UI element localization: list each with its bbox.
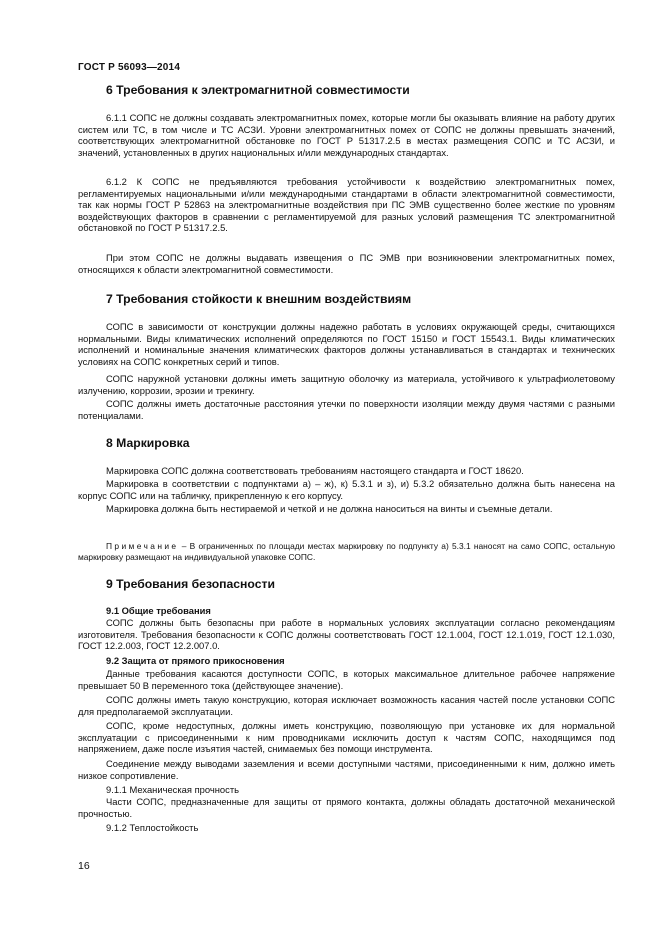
note-label: Примечание (106, 541, 179, 551)
section-8-paragraph-2: Маркировка в соответствии с подпунктами а) – ж), к) 5.3.1 и з), и) 5.3.2 обязательно должна быть нанесена на корпус СОПС или на табличку, прикрепленную к его корпусу. (78, 478, 615, 501)
section-9-paragraph-5: Соединение между выводами заземления и всеми доступными частями, присоединенными к ним, должно иметь низкое сопротивление. (78, 758, 615, 781)
section-9-title: 9 Требования безопасности (106, 577, 275, 591)
section-7-paragraph-3: СОПС должны иметь достаточные расстояния утечки по поверхности изоляции между двумя частями с разными потенциалами. (78, 398, 615, 421)
section-8-paragraph-1: Маркировка СОПС должна соответствовать требованиям настоящего стандарта и ГОСТ 18620. (106, 465, 524, 476)
section-9-paragraph-4: СОПС, кроме недоступных, должны иметь конструкцию, позволяющую при установке их для нормальной эксплуатации с присоединенными к ним проводниками исключить доступ к частям СОПС, находящимся под напряжением, даже после изъятия частей, снимаемых без помощи инструмента. (78, 720, 615, 755)
section-8-paragraph-3: Маркировка должна быть нестираемой и четкой и не должна наноситься на винты и съемные детали. (106, 503, 553, 514)
section-8-title: 8 Маркировка (106, 436, 190, 450)
section-8-note (78, 541, 615, 563)
subsection-9-2-title: 9.2 Защита от прямого прикосновения (106, 655, 285, 666)
section-7-paragraph-1: СОПС в зависимости от конструкции должны надежно работать в условиях окружающей среды, считающихся нормальными. Виды климатических исполнений определяются по ГОСТ 15150 и ГОСТ 15543.1. Виды климатических исполнений и номинальные значения климатических факторов должны устанавливаться в стандартах и технических условиях на СОПС конкретных серий и типов. (78, 321, 615, 367)
section-7-paragraph-2: СОПС наружной установки должны иметь защитную оболочку из материала, устойчивого к ультрафиолетовому излучению, коррозии, эрозии и трекингу. (78, 373, 615, 396)
section-9-paragraph-7: Части СОПС, предназначенные для защиты от прямого контакта, должны обладать достаточной механической прочностью. (78, 796, 615, 819)
section-9-paragraph-6: 9.1.1 Механическая прочность (106, 784, 240, 795)
section-6-paragraph-1: 6.1.1 СОПС не должны создавать электромагнитных помех, которые могли бы оказывать влияние на работу других систем или ТС, в том числе и ТС АСЗИ. Уровни электромагнитных помех от СОПС не должны превышать значений, соответствующих электромагнитной обстановке по ГОСТ Р 51317.2.5 в местах размещения СОПС и ТС АСЗИ, и значений, установленных в других национальных и/или международных стандартах. (78, 112, 615, 158)
section-6-paragraph-2: 6.1.2 К СОПС не предъявляются требования устойчивости к воздействию электромагнитных помех, регламентируемых национальными и/или международными стандартами в области электромагнитной совместимости, так как нормы ГОСТ Р 52863 на электромагнитные воздействия при ПС ЭМВ существенно более жесткие по уровням воздействующих факторов в сравнении с регламентируемой для разных условий размещения ТС электромагнитной обстановкой по ГОСТ Р 51317.2.5. (78, 176, 615, 234)
section-6-title: 6 Требования к электромагнитной совместимости (106, 83, 410, 97)
section-9-paragraph-1: СОПС должны быть безопасны при работе в нормальных условиях эксплуатации согласно рекомендациям изготовителя. Требования безопасности к СОПС должны соответствовать ГОСТ 12.1.004, ГОСТ 12.1.019, ГОСТ 12.1.030, ГОСТ 12.2.003, ГОСТ 12.2.007.0. (78, 617, 615, 652)
page-number: 16 (78, 860, 90, 872)
section-6-paragraph-3: При этом СОПС не должны выдавать извещения о ПС ЭМВ при возникновении электромагнитных помех, относящихся к области электромагнитной совместимости. (78, 252, 615, 275)
section-7-title: 7 Требования стойкости к внешним воздействиям (106, 292, 412, 306)
standard-header: ГОСТ Р 56093—2014 (78, 62, 181, 73)
note-text: – В ограниченных по площади местах маркировку по подпункту а) 5.3.1 наносят на само СОПС, остальную маркировку размещают на индивидуальной упаковке СОПС. (78, 541, 615, 562)
subsection-9-1-title: 9.1 Общие требования (106, 605, 211, 616)
section-9-paragraph-8: 9.1.2 Теплостойкость (106, 822, 199, 833)
section-9-paragraph-3: СОПС должны иметь такую конструкцию, которая исключает возможность касания частей после установки СОПС для предполагаемой эксплуатации. (78, 694, 615, 717)
section-9-paragraph-2: Данные требования касаются доступности СОПС, в которых максимальное длительное рабочее напряжение превышает 50 В переменного тока (действующее значение). (78, 668, 615, 691)
